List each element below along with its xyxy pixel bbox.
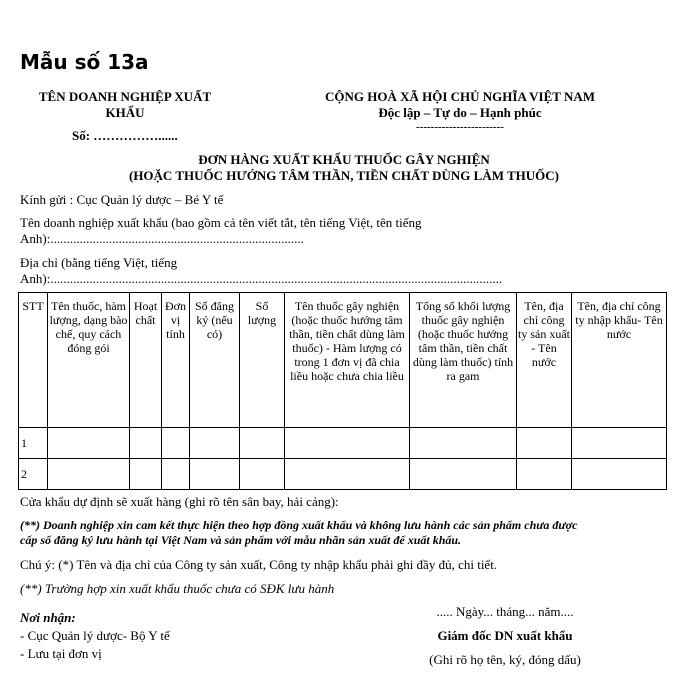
recipient-item: - Lưu tại đơn vị: [20, 646, 102, 661]
cell: [517, 459, 572, 490]
cell: [410, 428, 517, 459]
cell: [162, 428, 190, 459]
nation-header: [300, 89, 620, 133]
address-line2: Anh):...........................................................................................................................................: [20, 271, 503, 286]
cell: [410, 459, 517, 490]
header-quantity: Số lượng: [240, 293, 285, 428]
document-title: [20, 152, 668, 184]
cell: [285, 428, 410, 459]
table-header-row: [19, 293, 667, 428]
header-registration-number: Số đăng ký (nếu có): [190, 293, 240, 428]
company-header: [20, 89, 230, 121]
title-line1: ĐƠN HÀNG XUẤT KHẨU THUỐC GÂY NGHIỆN: [198, 152, 490, 167]
header-importer: Tên, địa chỉ công ty nhập khẩu- Tên nước: [572, 293, 667, 428]
company-name-line2: Anh):..............................................................................: [20, 231, 304, 246]
note2-line: (**) Trường hợp xin xuất khẩu thuốc chưa có SĐK lưu hành: [20, 581, 335, 596]
recipient-item: - Cục Quản lý dược- Bộ Y tế: [20, 628, 170, 643]
note-line: Chú ý: (*) Tên và địa chỉ của Công ty sản xuất, Công ty nhập khẩu phải ghi đầy đủ, chi tiết.: [20, 557, 498, 572]
cell: [517, 428, 572, 459]
header-manufacturer: Tên, địa chỉ công ty sản xuất - Tên nước: [517, 293, 572, 428]
company-label-line2: KHẨU: [105, 105, 145, 120]
doc-number: Số: ……………......: [72, 128, 178, 143]
row-stt: 1: [19, 428, 48, 459]
border-gate-line: Cửa khẩu dự định sẽ xuất hàng (ghi rõ tên sân bay, hải cảng):: [20, 494, 339, 509]
header-unit: Đơn vị tính: [162, 293, 190, 428]
cell: [240, 428, 285, 459]
company-name-line1: Tên doanh nghiệp xuất khẩu (bao gồm cả tên viết tắt, tên tiếng Việt, tên tiếng: [20, 215, 422, 230]
cell: [162, 459, 190, 490]
signature-instruction: (Ghi rõ họ tên, ký, đóng dấu): [429, 652, 581, 667]
nation-name: CỘNG HOÀ XÃ HỘI CHỦ NGHĨA VIỆT NAM: [324, 89, 596, 104]
form-number: Mẫu số 13a: [20, 50, 149, 74]
cell: [190, 428, 240, 459]
table-row: [19, 459, 667, 490]
signature-date: ..... Ngày... tháng... năm....: [436, 604, 574, 619]
header-active-ingredient: Hoạt chất: [130, 293, 162, 428]
company-name-field: [20, 215, 422, 247]
header-narcotic-name: Tên thuốc gây nghiện (hoặc thuốc hướng tâm thần, tiền chất dùng làm thuốc) - Hàm lượng có trong 1 đơn vị đã chia liều hoặc chưa chia liều: [285, 293, 410, 428]
title-line2: (HOẶC THUỐC HƯỚNG TÂM THẦN, TIỀN CHẤT DÙNG LÀM THUỐC): [128, 168, 559, 183]
company-label-line1: TÊN DOANH NGHIỆP XUẤT: [38, 89, 212, 104]
commitment-text: [20, 518, 680, 548]
cell: [572, 428, 667, 459]
signature-block: [400, 604, 610, 668]
recipients-block: [20, 610, 170, 662]
cell: [48, 459, 130, 490]
header-drug-name: Tên thuốc, hàm lượng, dạng bào chế, quy cách đóng gói: [48, 293, 130, 428]
header-stt: STT: [19, 293, 48, 428]
cell: [285, 459, 410, 490]
header-separator: ------------------------: [416, 121, 504, 133]
cell: [572, 459, 667, 490]
recipient-line: Kính gửi : Cục Quản lý dược – Bé Y tế: [20, 192, 224, 207]
recipients-title: Nơi nhận:: [20, 610, 76, 625]
cell: [240, 459, 285, 490]
header-total-mass: Tổng số khối lượng thuốc gây nghiện (hoặc thuốc hướng tâm thần, tiền chất dùng làm thuốc) tính ra gam: [410, 293, 517, 428]
table-row: [19, 428, 667, 459]
cell: [190, 459, 240, 490]
commitment-line2: cấp số đăng ký lưu hành tại Việt Nam và sản phẩm với mẫu nhãn sản xuất để xuất khẩu.: [20, 533, 462, 547]
commitment-line1: (**) Doanh nghiệp xin cam kết thực hiện theo hợp đồng xuất khẩu và không lưu hành các sản phẩm chưa được: [20, 518, 578, 532]
signature-role: Giám đốc DN xuất khẩu: [437, 628, 573, 643]
cell: [130, 428, 162, 459]
export-items-table: [18, 292, 667, 490]
row-stt: 2: [19, 459, 48, 490]
cell: [48, 428, 130, 459]
address-field: [20, 255, 502, 287]
nation-motto: Độc lập – Tự do – Hạnh phúc: [378, 105, 542, 120]
cell: [130, 459, 162, 490]
address-line1: Địa chỉ (bằng tiếng Việt, tiếng: [20, 255, 178, 270]
